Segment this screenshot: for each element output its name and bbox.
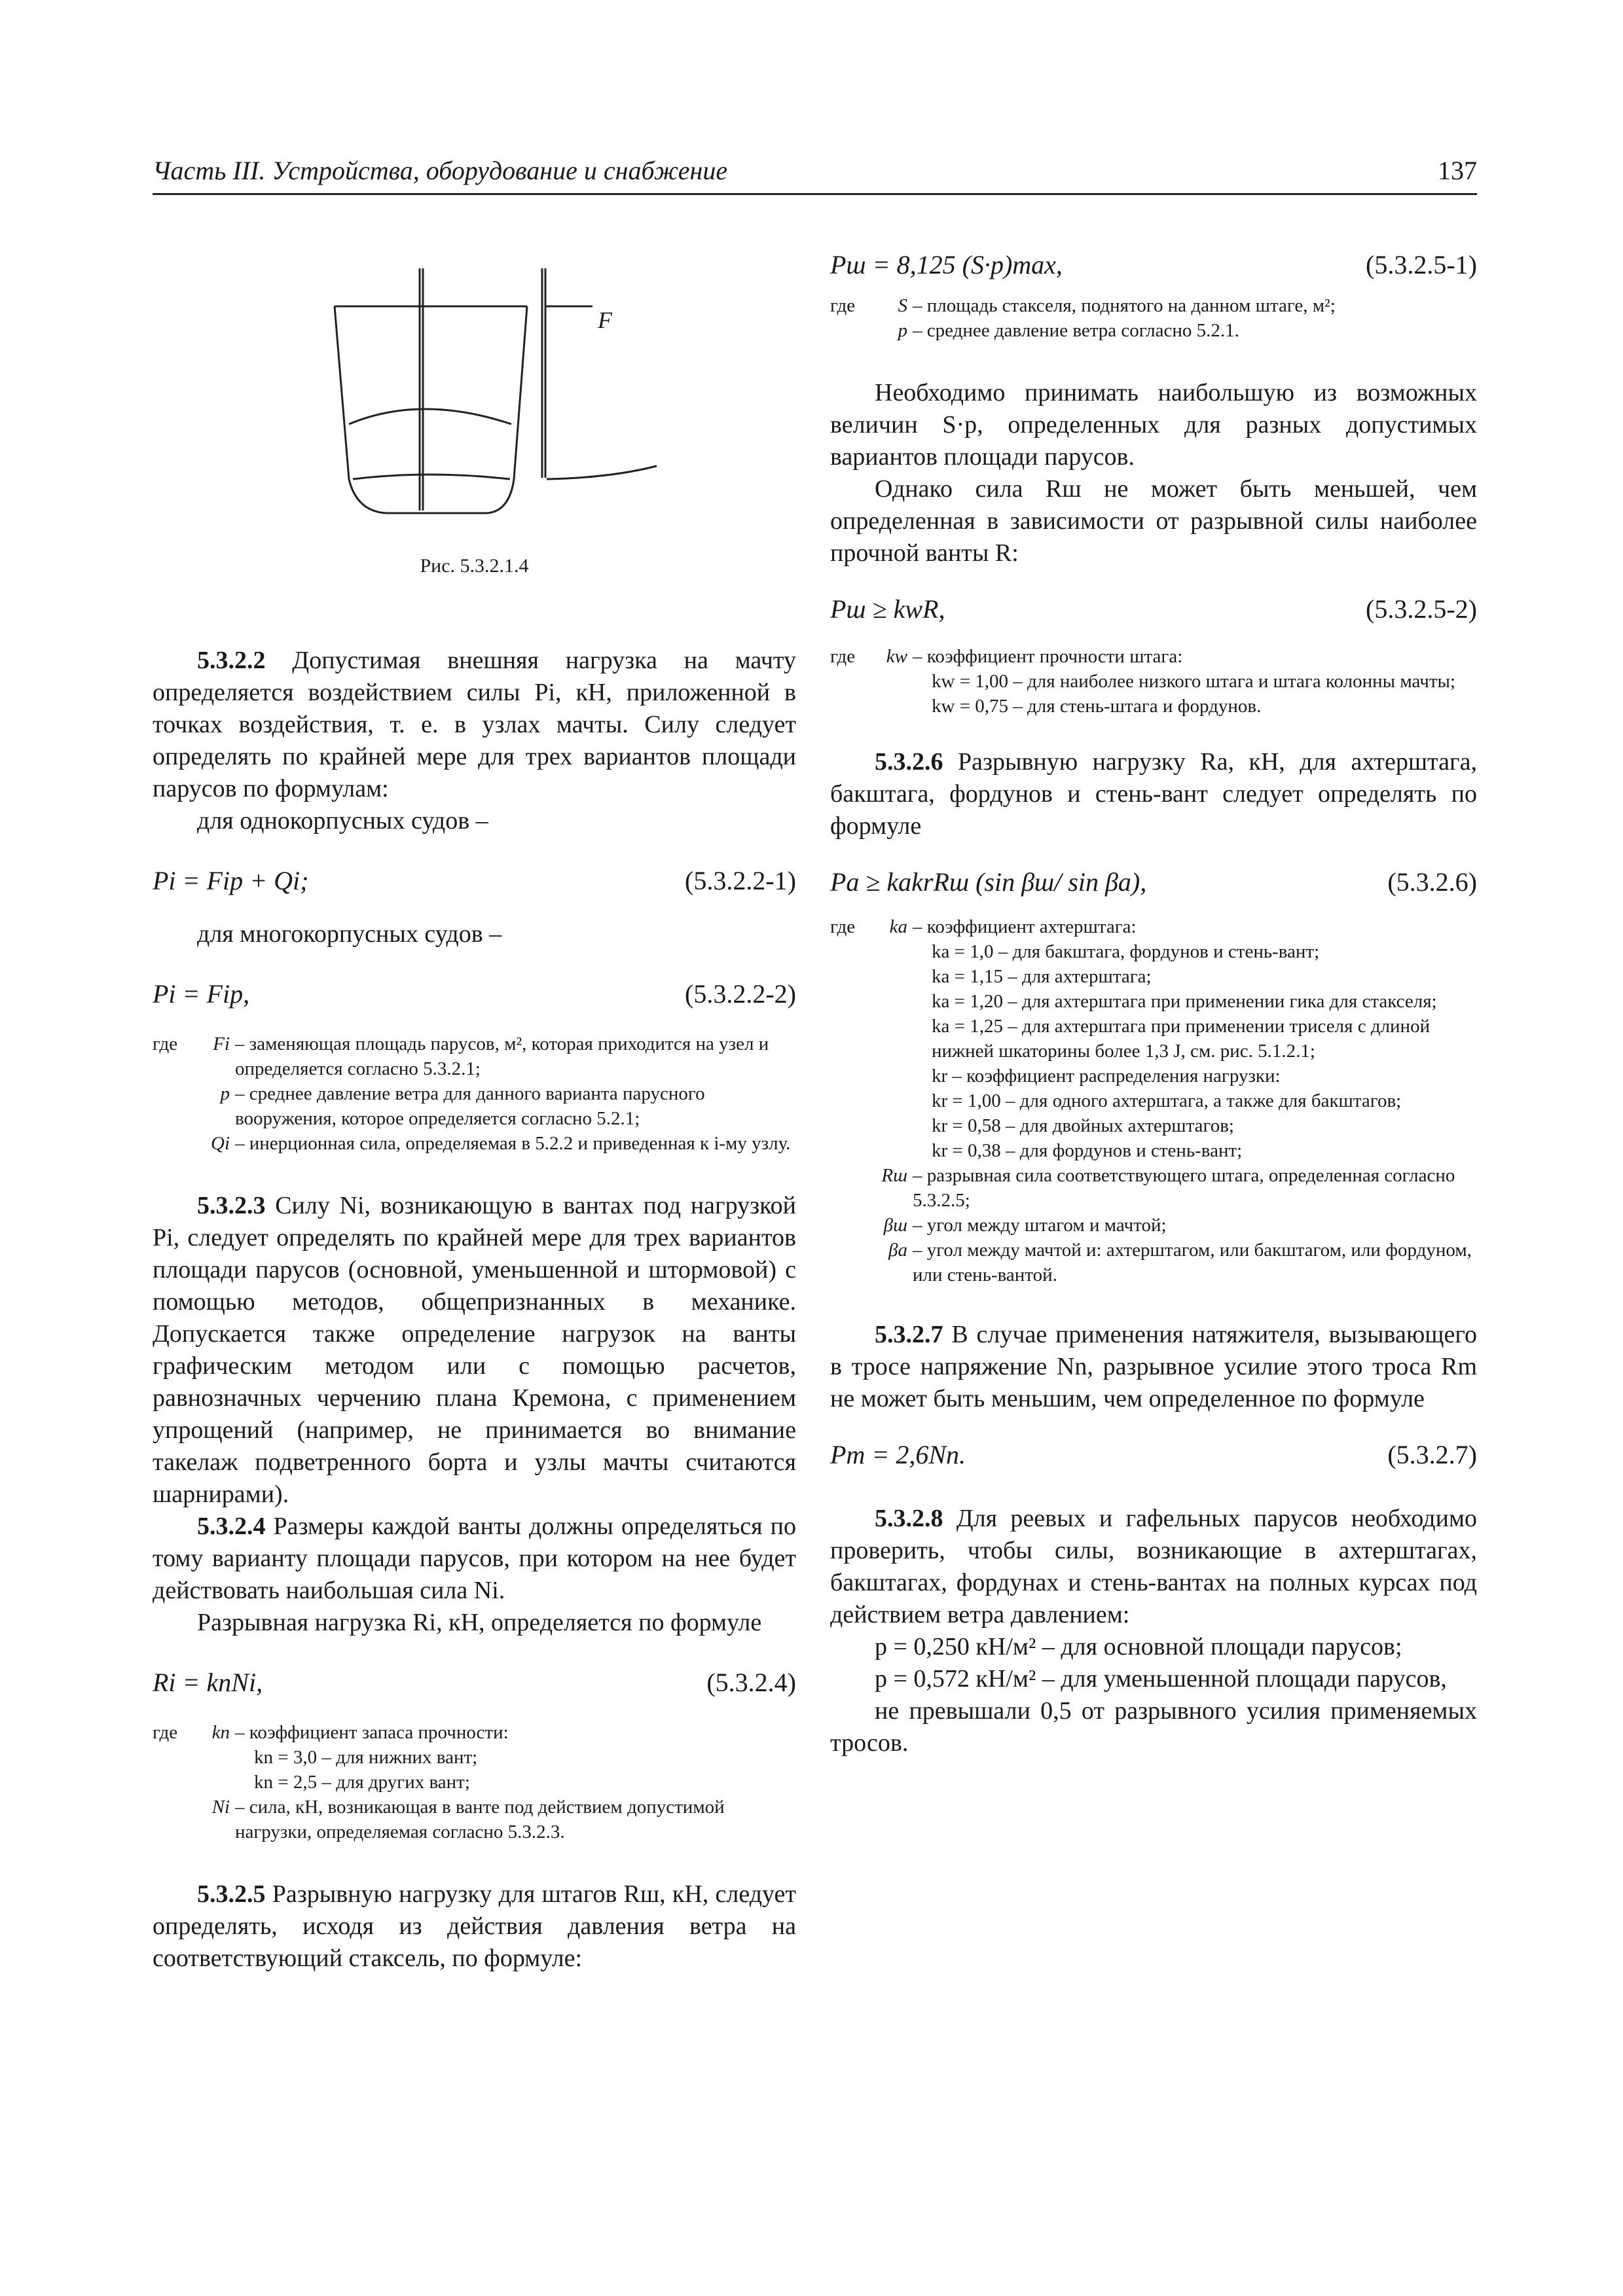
para-text: Разрывную нагрузку Ra, кН, для ахтерштага, бакштага, фордунов и стень-вант следует определять по формуле	[830, 748, 1477, 840]
figure-caption: Рис. 5.3.2.1.4	[420, 555, 529, 577]
where-label	[153, 1131, 200, 1156]
defs-5322	[153, 1031, 796, 1156]
def-text: – сила, кН, возникающая в ванте под действием допустимой нагрузки, определяемая согласно 5.3.2.3.	[235, 1797, 725, 1842]
para-5328	[830, 1503, 1477, 1631]
where-label	[153, 1081, 200, 1131]
where-spacer	[830, 1238, 877, 1287]
formula-number: (5.3.2.7)	[1387, 1440, 1477, 1469]
def-row	[830, 914, 1137, 939]
where-label: где	[830, 916, 856, 937]
def-row	[153, 1720, 509, 1745]
multi-hull: для многокорпусных судов –	[197, 920, 502, 948]
def-row	[153, 1031, 796, 1081]
def-symbol: Ni	[211, 1797, 230, 1818]
formula-expr: Pш = 8,125 (S·p)max,	[830, 250, 1063, 279]
formula-number: (5.3.2.2-2)	[685, 979, 796, 1009]
def-text: – коэффициент ахтерштага:	[913, 916, 1137, 937]
mast-diagram	[153, 249, 796, 556]
formula-5324	[153, 1666, 796, 1700]
def-sub: ka = 1,25 – для ахтерштага при применении триселя с длиной нижней шкаторины более 1,3 J, см. рис. 5.1.2.1;	[932, 1016, 1431, 1062]
para-5328-b: p = 0,572 кН/м² – для уменьшенной площади парусов,	[875, 1665, 1447, 1693]
para-5324	[153, 1511, 796, 1607]
def-row	[153, 1795, 796, 1844]
def-text: – разрывная сила соответствующего штага, определенная согласно 5.3.2.5;	[913, 1165, 1455, 1211]
def-symbol: Qi	[211, 1133, 230, 1154]
section-number: 5.3.2.6	[875, 748, 943, 776]
left-column	[153, 249, 796, 1975]
where-label: где	[830, 646, 856, 667]
def-symbol: kw	[886, 646, 907, 667]
def-text: – площадь стакселя, поднятого на данном штаге, м²;	[913, 295, 1336, 316]
formula-number: (5.3.2.6)	[1387, 867, 1477, 897]
defs-5326	[830, 914, 1137, 939]
para-5327	[830, 1319, 1477, 1415]
formula-5327	[830, 1439, 1477, 1473]
section-number: 5.3.2.3	[197, 1192, 266, 1219]
def-sub: ka = 1,15 – для ахтерштага;	[932, 966, 1152, 987]
formula-expr: Ri = knNi,	[153, 1668, 263, 1697]
def-sub: kr – коэффициент распределения нагрузки:	[932, 1066, 1281, 1086]
para-5325	[153, 1878, 796, 1975]
force-label: F	[598, 307, 612, 333]
where-label: где	[153, 1033, 178, 1054]
where-label: где	[153, 1722, 178, 1743]
def-symbol: Fi	[213, 1033, 230, 1054]
para-5324-2: Разрывная нагрузка Ri, кН, определяется по формуле	[197, 1609, 762, 1636]
def-row	[153, 1081, 796, 1131]
def-sub: kn = 2,5 – для других вант;	[254, 1772, 470, 1793]
def-sub: ka = 1,20 – для ахтерштага при применении гика для стакселя;	[932, 991, 1437, 1012]
def-sub: kr = 1,00 – для одного ахтерштага, а также для бакштагов;	[932, 1090, 1402, 1111]
def-symbol: βa	[888, 1240, 907, 1261]
formula-expr: Pш ≥ kwR,	[830, 594, 945, 624]
para-r2: Однако сила Rш не может быть меньшей, чем определенная в зависимости от разрывной силы наиболее прочной ванты R:	[830, 475, 1477, 567]
def-sub: kr = 0,58 – для двойных ахтерштагов;	[932, 1115, 1234, 1136]
where-spacer	[153, 1795, 200, 1844]
def-row	[830, 1238, 1477, 1287]
def-row	[830, 1163, 1477, 1213]
formula-number: (5.3.2.5-1)	[1366, 250, 1477, 279]
formula-expr: Pi = Fip + Qi;	[153, 866, 309, 895]
formula-number: (5.3.2.4)	[706, 1668, 796, 1697]
where-spacer	[830, 1213, 877, 1238]
para-text: Разрывную нагрузку для штагов Rш, кН, следует определять, исходя из действия давления ветра на соответствующий стаксель, по формуле:	[153, 1880, 796, 1972]
para-5326	[830, 746, 1477, 842]
def-row	[153, 1131, 796, 1156]
section-number: 5.3.2.8	[875, 1505, 943, 1532]
header-title: Часть III. Устройства, оборудование и снабжение	[153, 156, 728, 185]
defs-5324-b	[153, 1795, 796, 1844]
def-sub: kw = 0,75 – для стень-штага и фордунов.	[932, 696, 1262, 717]
def-sub: kn = 3,0 – для нижних вант;	[254, 1747, 478, 1768]
para-text: В случае применения натяжителя, вызывающего в тросе напряжение Nn, разрывное усилие этого троса Rm не может быть меньшим, чем определенное по формуле	[830, 1321, 1477, 1412]
def-text: – заменяющая площадь парусов, м², которая приходится на узел и определяется согласно 5.3.2.1;	[235, 1033, 769, 1079]
def-sub: ka = 1,0 – для бакштага, фордунов и стень-вант;	[932, 941, 1320, 962]
para-text: Силу Ni, возникающую в вантах под нагрузкой Pi, следует определять по крайней мере для трех вариантов площади парусов (основной, уменьшенной и штормовой) с помощью методов, общепризнанных в механике. Допускается также определение нагрузок на ванты графическим методом или с помощью расчетов, равнозначных черчению плана Кремона, с применением упрощений (например, не принимается во внимание такелаж подветренного борта и узлы мачты считаются шарнирами).	[153, 1192, 796, 1508]
def-text: – угол между штагом и мачтой;	[913, 1215, 1167, 1236]
def-text: – среднее давление ветра согласно 5.2.1.	[913, 320, 1239, 341]
formula-5326	[830, 866, 1477, 900]
def-row	[830, 318, 1336, 343]
right-column	[830, 249, 1477, 1759]
defs-5326-b	[830, 1163, 1477, 1287]
def-symbol: βш	[883, 1215, 907, 1236]
para-5328-a: p = 0,250 кН/м² – для основной площади парусов;	[875, 1633, 1402, 1660]
formula-expr: Pi = Fip,	[153, 979, 250, 1009]
section-number: 5.3.2.7	[875, 1321, 943, 1348]
def-row	[830, 1213, 1477, 1238]
def-row	[830, 293, 1336, 318]
formula-5325-2	[830, 593, 1477, 627]
defs-5324	[153, 1720, 509, 1745]
para-r1: Необходимо принимать наибольшую из возможных величин S·p, определенных для разных допустимых вариантов площади парусов.	[830, 379, 1477, 471]
para-5328-c: не превышали 0,5 от разрывного усилия применяемых тросов.	[830, 1697, 1477, 1757]
def-text: – угол между мачтой и: ахтерштагом, или бакштагом, или фордуном, или стень-вантой.	[913, 1240, 1472, 1285]
def-symbol: ka	[889, 916, 907, 937]
formula-5322-2	[153, 978, 796, 1012]
defs-5325-1	[830, 293, 1336, 343]
single-hull: для однокорпусных судов –	[197, 807, 488, 834]
page-number: 137	[1438, 156, 1477, 185]
def-row	[830, 644, 1182, 669]
def-text: – среднее давление ветра для данного варианта парусного вооружения, которое определяется согласно 5.2.1;	[235, 1083, 705, 1129]
def-symbol: p	[220, 1083, 230, 1104]
para-text: Для реевых и гафельных парусов необходимо проверить, чтобы силы, возникающие в ахтерштагах, бакштагах, фордунах и стень-вантах на полных курсах под действием ветра давлением:	[830, 1505, 1477, 1628]
def-symbol: Rш	[881, 1165, 907, 1186]
para-5322	[153, 645, 796, 805]
def-text: – коэффициент запаса прочности:	[235, 1722, 509, 1743]
def-sub: kr = 0,38 – для фордунов и стень-вант;	[932, 1140, 1243, 1161]
where-label: где	[830, 295, 856, 316]
defs-5325-2	[830, 644, 1182, 669]
section-number: 5.3.2.2	[197, 647, 266, 674]
formula-number: (5.3.2.5-2)	[1366, 594, 1477, 624]
mast-figure	[153, 249, 796, 577]
formula-5322-1	[153, 865, 796, 899]
def-symbol: S	[898, 295, 907, 316]
section-number: 5.3.2.5	[197, 1880, 266, 1908]
page-header	[153, 152, 1477, 195]
formula-number: (5.3.2.2-1)	[685, 866, 796, 895]
def-symbol: kn	[211, 1722, 230, 1743]
def-text: – инерционная сила, определяемая в 5.2.2 и приведенная к i-му узлу.	[235, 1133, 791, 1154]
formula-expr: Pa ≥ kakrRш (sin βш/ sin βa),	[830, 867, 1147, 897]
section-number: 5.3.2.4	[197, 1513, 266, 1540]
where-spacer	[830, 1163, 877, 1213]
para-5323	[153, 1190, 796, 1511]
formula-5325-1	[830, 249, 1477, 283]
def-text: – коэффициент прочности штага:	[913, 646, 1183, 667]
def-symbol: p	[898, 320, 907, 341]
def-sub: kw = 1,00 – для наиболее низкого штага и штага колонны мачты;	[932, 671, 1456, 692]
formula-expr: Pm = 2,6Nn.	[830, 1440, 966, 1469]
para-text: Допустимая внешняя нагрузка на мачту определяется воздействием силы Pi, кН, приложенной в точках воздействия, т. е. в узлах мачты. Силу следует определять по крайней мере для трех вариантов площади парусов по формулам:	[153, 647, 796, 802]
para-text: Размеры каждой ванты должны определяться по тому варианту площади парусов, при котором на нее будет действовать наибольшая сила Ni.	[153, 1513, 796, 1604]
where-label	[830, 318, 877, 343]
